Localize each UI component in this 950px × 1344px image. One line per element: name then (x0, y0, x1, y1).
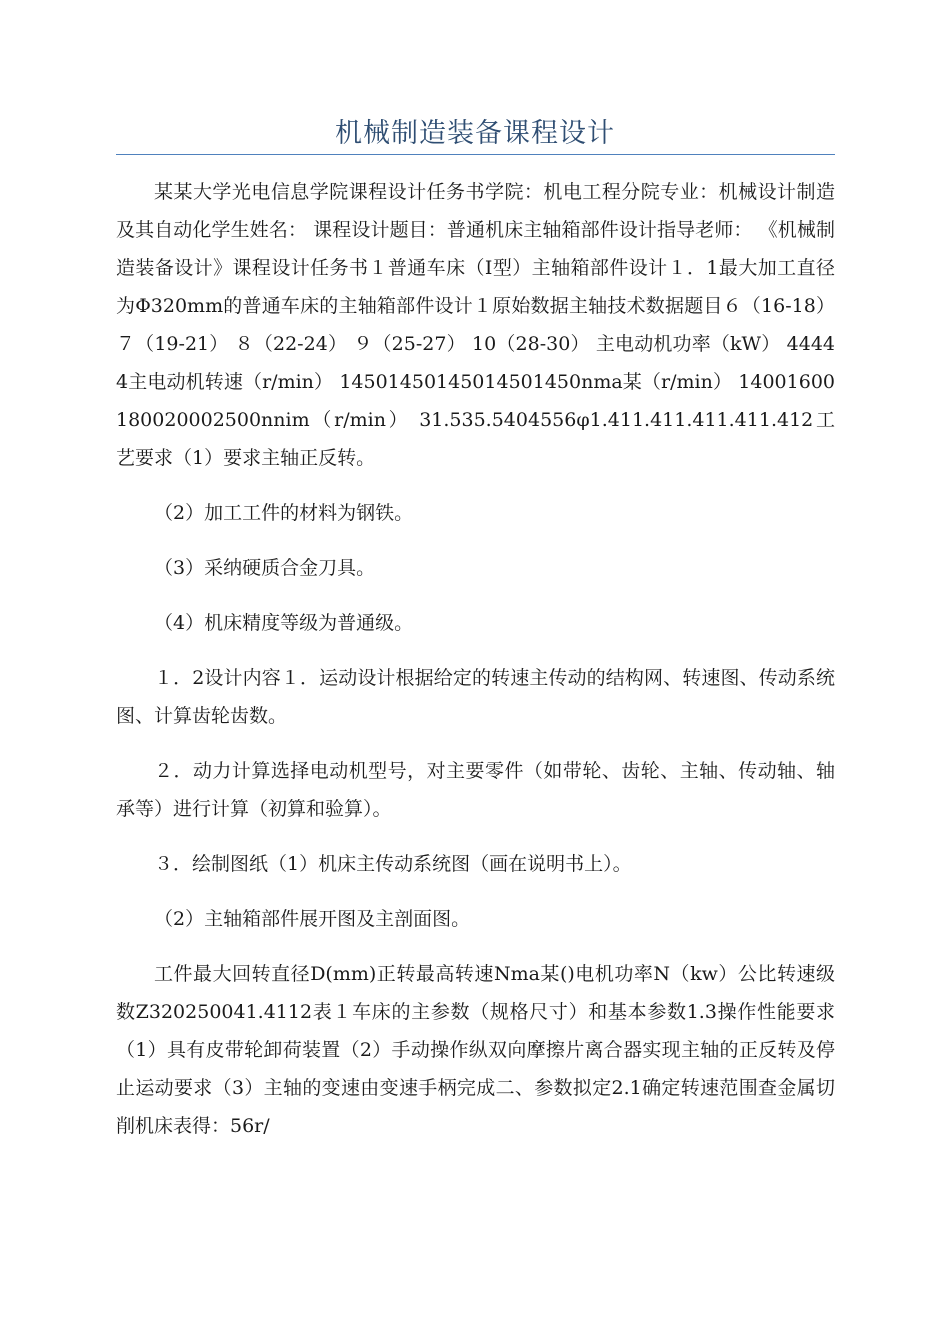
paragraph-spindle-drawing: （2）主轴箱部件展开图及主剖面图。 (154, 908, 471, 930)
document-body (116, 173, 835, 1162)
paragraph-task-data: 某某大学光电信息学院课程设计任务书学院：机电工程分院专业：机械设计制造及其自动化学生姓名： 课程设计题目：普通机床主轴箱部件设计指导老师： 《机械制造装备设计》课程设计任务书１普通车床（Ⅰ型）主轴箱部件设计１．1最大加工直径为Φ320mm的普通车床的主轴箱部件设计１原始数据主轴技术数据题目６（16-18） ７（19-21） ８（22-24） ９（25-27） 10（28-30） 主电动机功率（kW） 44444主电动机转速（r/min） 14501450145014501450nma某（r/min） 14001600180020002500nnim（r/min） 31.535.5404556φ1.411.411.411.411.412工艺要求（1）要求主轴正反转。 (116, 181, 835, 469)
paragraph-power-calculation: ２．动力计算选择电动机型号，对主要零件（如带轮、齿轮、主轴、传动轴、轴承等）进行计算（初算和验算）。 (116, 760, 835, 820)
paragraph-design-content: １．2设计内容１．运动设计根据给定的转速主传动的结构网、转速图、传动系统图、计算齿轮齿数。 (116, 667, 835, 727)
paragraph-precision: （4）机床精度等级为普通级。 (154, 612, 414, 634)
paragraph-tool: （3）采纳硬质合金刀具。 (154, 557, 376, 579)
paragraph-parameters: 工件最大回转直径D(mm)正转最高转速Nma某()电机功率N（kw）公比转速级数Z320250041.4112表１车床的主参数（规格尺寸）和基本参数1.3操作性能要求（1）具有皮带轮卸荷装置（2）手动操作纵双向摩擦片离合器实现主轴的正反转及停止运动要求（3）主轴的变速由变速手柄完成二、参数拟定2.1确定转速范围查金属切削机床表得：56r/ (116, 963, 835, 1137)
page-title: 机械制造装备课程设计 (335, 118, 615, 149)
paragraph-drawings: ３．绘制图纸（1）机床主传动系统图（画在说明书上）。 (154, 853, 632, 875)
title-underline (116, 154, 835, 155)
paragraph-material: （2）加工工件的材料为钢铁。 (154, 502, 414, 524)
